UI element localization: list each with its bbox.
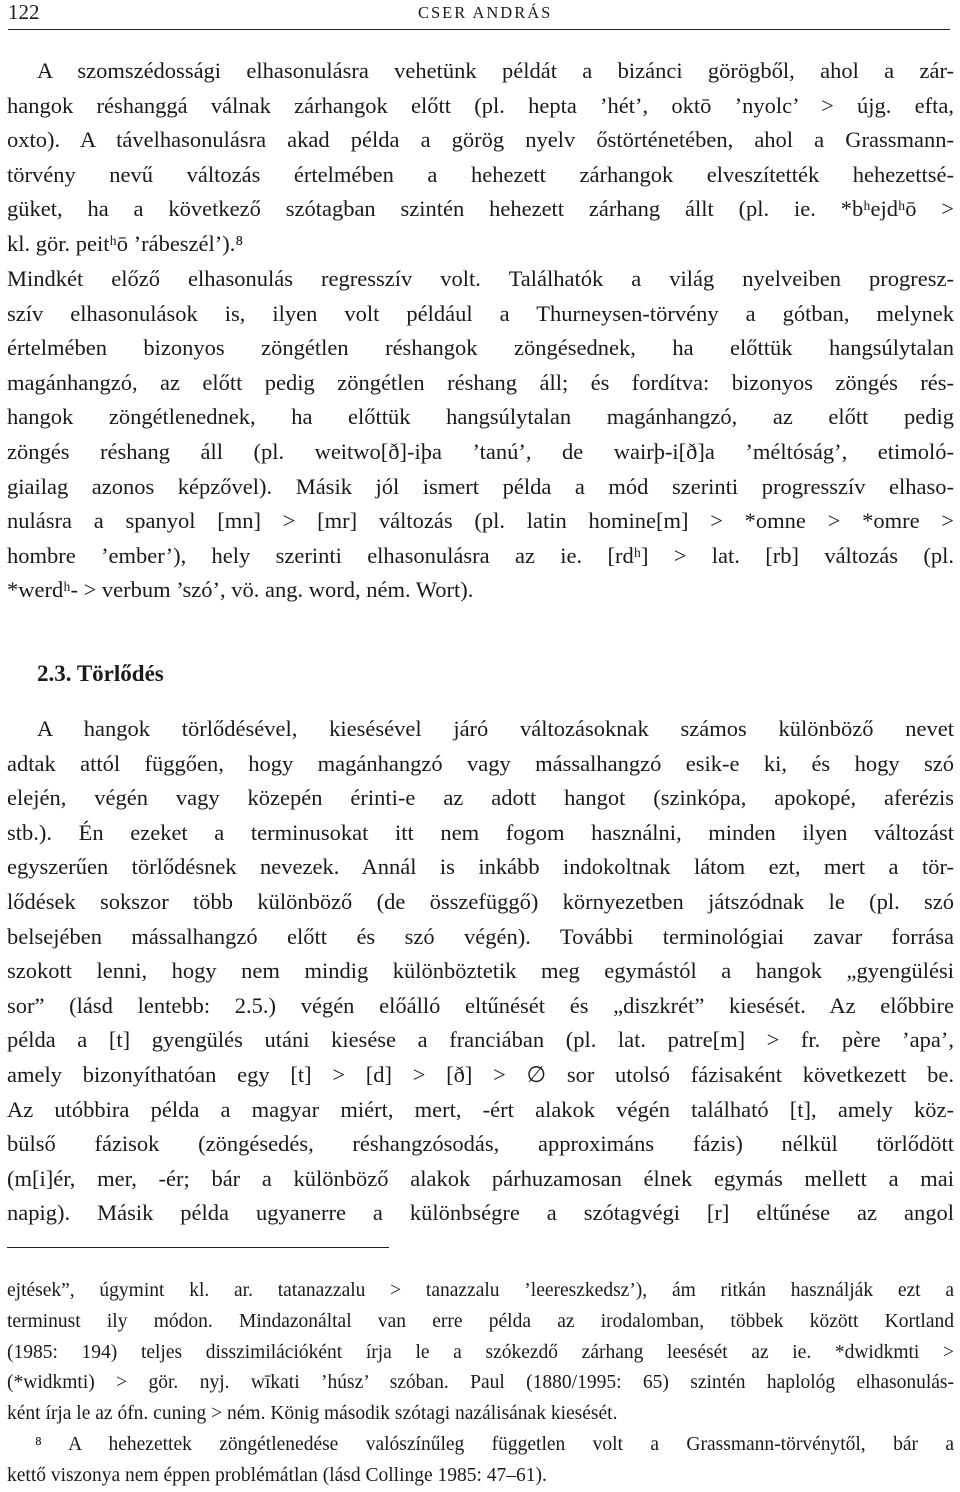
- text-line: oxto). A távelhasonulásra akad példa a görög nyelv őstörténetében, ahol a Grassmann-: [7, 127, 954, 153]
- page-header: [8, 0, 950, 32]
- header-rule: [8, 29, 950, 30]
- running-head: CSER ANDRÁS: [418, 3, 553, 22]
- text-line: adtak attól függően, hogy magánhangzó vagy mássalhangzó esik-e ki, és hogy szó: [7, 750, 954, 776]
- paragraph-3: [7, 712, 954, 1231]
- text-line: amely bizonyíthatóan egy [t] > [d] > [ð] > ∅ sor utolsó fázisaként következett be.: [7, 1061, 954, 1087]
- text-line: hangok réshanggá válnak zárhangok előtt (pl. hepta ’hét’, oktō ’nyolc’ > újg. efta,: [7, 92, 954, 118]
- text-line: hombre ’ember’), hely szerinti elhasonulásra az ie. [rdʰ] > lat. [rb] változás (pl.: [7, 542, 954, 568]
- text-line: bülső fázisok (zöngésedés, réshangzósodás, approximáns fázis) nélkül törlődött: [7, 1131, 954, 1157]
- page-number: 122: [8, 0, 40, 24]
- text-line: szokott lenni, hogy nem mindig különböztetik meg egymástól a hangok „gyengülési: [7, 958, 954, 984]
- text-line: Az utóbbira példa a magyar miért, mert, -ért alakok végén található [t], amely köz-: [7, 1096, 954, 1122]
- footnote-line: ejtések”, úgymint kl. ar. tatanazzalu > tanazzalu ’leereszkedsz’), ám ritkán használják ezt a: [7, 1280, 954, 1301]
- footnote-line: (1985: 194) teljes disszimilációként írja le a szókezdő zárhang leesését az ie. *dwidkmti >: [7, 1341, 954, 1363]
- footnote-line: terminust ily módon. Mindazonáltal van erre példa az irodalomban, többek között Kortland: [7, 1310, 954, 1332]
- footnote-line: kettő viszonya nem éppen problémátlan (lásd Collinge 1985: 47–61).: [7, 1464, 547, 1486]
- text-line: törvény nevű változás értelmében a hehezett zárhangok elveszítették hehezettsé-: [7, 161, 954, 187]
- text-line: elején, végén vagy közepén érinti-e az adott hangot (szinkópa, apokopé, aferézis: [7, 785, 954, 811]
- footnote-line: (*widkmti) > gör. nyj. wīkati ’húsz’ szóban. Paul (1880/1995: 65) szintén haplológ elhasonulás-: [7, 1372, 954, 1394]
- text-line: Mindkét előző elhasonulás regresszív volt. Találhatók a világ nyelveiben progresz-: [7, 266, 954, 291]
- text-line: szív elhasonulások is, ilyen volt például a Thurneysen-törvény a gótban, melynek: [7, 300, 954, 326]
- text-line: nulásra a spanyol [mn] > [mr] változás (pl. latin homine[m] > *omne > *omre >: [7, 508, 954, 534]
- text-line: zöngés réshang áll (pl. weitwo[ð]-iþa ’tanú’, de wairþ-i[ð]a ’méltóság’, etimoló-: [7, 438, 954, 464]
- text-line: egyszerűen törlődésnek nevezek. Annál is inkább indokoltnak látom ezt, mert a tör-: [7, 854, 954, 880]
- text-line: értelmében bizonyos zöngétlen réshangok zöngésednek, ha előttük hangsúlytalan: [7, 335, 954, 361]
- text-line: lődések sokszor több különböző (de összefüggő) környezetben játszódnak le (pl. szó: [7, 888, 954, 914]
- text-line: hangok zöngétlenednek, ha előttük hangsúlytalan magánhangzó, az előtt pedig: [7, 404, 954, 430]
- footnote-8: ⁸ A hehezettek zöngétlenedése valószínűleg független volt a Grassmann-törvénytől, bár a: [35, 1433, 954, 1455]
- text-line: giailag azonos képzővel). Másik jól ismert példa a mód szerinti progresszív elhaso-: [7, 473, 954, 499]
- text-line: *werdʰ- > verbum ’szó’, vö. ang. word, ném. Wort).: [7, 577, 474, 603]
- text-line: példa a [t] gyengülés utáni kiesése a franciában (pl. lat. patre[m] > fr. père ’apa’,: [7, 1027, 954, 1053]
- section-heading: 2.3. Törlődés: [37, 661, 164, 686]
- footnote-line: ként írja le az ófn. cuning > ném. König második szótagi nazálisának kiesését.: [7, 1403, 618, 1425]
- footnotes: [7, 1276, 954, 1492]
- text-line: napig). Másik példa ugyanerre a különbségre a szótagvégi [r] eltűnése az angol: [7, 1200, 954, 1226]
- text-line: sor” (lásd lentebb: 2.5.) végén előálló eltűnését és „diszkrét” kiesését. Az előbbire: [7, 992, 954, 1018]
- text-line: güket, ha a következő szótagban szintén hehezett zárhang állt (pl. ie. *bʰejdʰō >: [7, 196, 954, 222]
- text-line: magánhangzó, az előtt pedig zöngétlen réshang áll; és fordítva: bizonyos zöngés rés-: [7, 369, 954, 395]
- paragraph-1: [7, 54, 954, 262]
- text-line: kl. gör. peitʰō ’rábeszél’).⁸: [7, 230, 244, 256]
- text-line: (m[i]ér, mer, -ér; bár a különböző alakok párhuzamosan élnek egymás mellett a mai: [7, 1165, 954, 1191]
- text-line: A hangok törlődésével, kiesésével járó változásoknak számos különböző nevet: [37, 716, 954, 741]
- paragraph-2: [7, 262, 954, 608]
- text-line: belsejében mássalhangzó előtt és szó végén). További terminológiai zavar forrása: [7, 923, 954, 949]
- text-line: stb.). Én ezeket a terminusokat itt nem fogom használni, minden ilyen változást: [7, 819, 954, 845]
- text-line: A szomszédossági elhasonulásra vehetünk példát a bizánci görögből, ahol a zár-: [37, 58, 954, 83]
- footnote-rule: [7, 1247, 389, 1248]
